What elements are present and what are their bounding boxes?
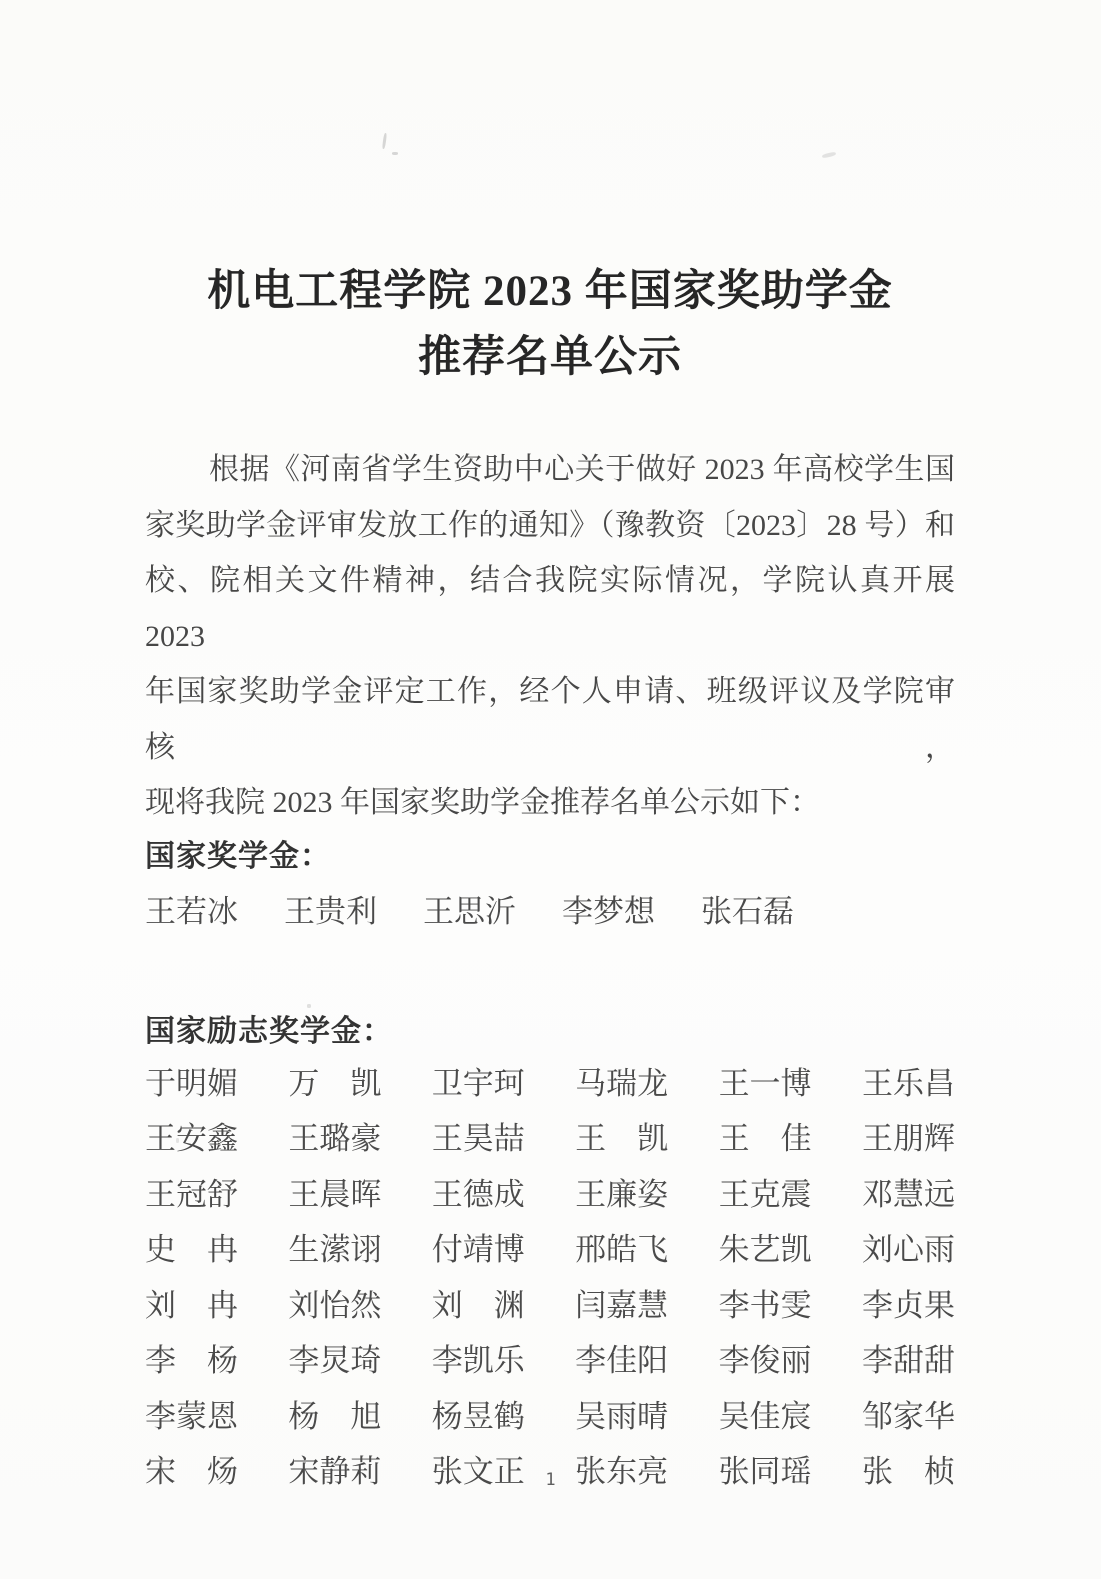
student-name: 王璐豪 xyxy=(288,1121,382,1156)
document-title xyxy=(145,0,955,391)
student-name: 刘心雨 xyxy=(861,1232,955,1267)
student-name: 张文正 xyxy=(431,1454,525,1489)
scan-artifact xyxy=(307,1004,311,1008)
student-name: 李蒙恩 xyxy=(145,1398,238,1434)
student-name: 刘 冉 xyxy=(145,1287,238,1323)
encouragement-scholarship-heading: 国家励志奖学金： xyxy=(145,1014,393,1048)
student-name: 杨 旭 xyxy=(288,1398,382,1434)
student-name: 卫宇珂 xyxy=(431,1065,525,1101)
student-name: 王安鑫 xyxy=(145,1121,238,1156)
paragraph-line: 年国家奖助学金评定工作，经个人申请、班级评议及学院审核， xyxy=(145,675,955,764)
student-name: 马瑞龙 xyxy=(575,1065,669,1101)
student-name: 李凯乐 xyxy=(431,1343,525,1378)
intro-paragraph xyxy=(145,442,955,831)
student-name: 吴佳宸 xyxy=(718,1398,812,1434)
student-name: 王 佳 xyxy=(718,1121,812,1156)
student-name: 史 冉 xyxy=(145,1232,238,1267)
student-name: 杨昱鹤 xyxy=(431,1398,525,1434)
student-name: 张石磊 xyxy=(701,893,794,929)
paragraph-line: 根据《河南省学生资助中心关于做好 2023 年高校学生国 xyxy=(209,453,955,486)
student-name: 王贵利 xyxy=(284,893,377,929)
title-line-2: 推荐名单公示 xyxy=(418,334,682,381)
student-name: 李佳阳 xyxy=(575,1343,669,1378)
scan-artifact xyxy=(176,1138,179,1143)
student-name: 刘 渊 xyxy=(431,1287,525,1323)
student-name: 朱艺凯 xyxy=(718,1232,812,1267)
student-name: 张东亮 xyxy=(575,1454,669,1489)
student-name: 万 凯 xyxy=(288,1065,382,1101)
student-name: 王若冰 xyxy=(145,893,238,929)
student-name: 李书雯 xyxy=(718,1287,812,1323)
student-name: 李俊丽 xyxy=(718,1343,812,1378)
student-name: 吴雨晴 xyxy=(575,1398,669,1434)
student-name: 王克震 xyxy=(718,1176,812,1212)
student-name: 付靖博 xyxy=(431,1232,525,1267)
student-name: 李甜甜 xyxy=(861,1343,955,1378)
paragraph-line: 现将我院 2023 年国家奖助学金推荐名单公示如下： xyxy=(145,786,820,819)
student-name: 李贞果 xyxy=(861,1287,955,1323)
student-name: 王冠舒 xyxy=(145,1176,238,1212)
student-name: 李 杨 xyxy=(145,1343,238,1378)
student-name: 李炅琦 xyxy=(288,1343,382,1378)
student-name: 于明媚 xyxy=(145,1065,238,1101)
student-name: 王朋辉 xyxy=(861,1121,955,1156)
national-scholarship-heading: 国家奖学金： xyxy=(145,839,331,873)
student-name: 王晨晖 xyxy=(288,1176,382,1212)
student-name: 邓慧远 xyxy=(861,1176,955,1212)
national-scholarship-names xyxy=(145,891,955,933)
scan-artifact xyxy=(392,152,398,155)
student-name: 王乐昌 xyxy=(861,1065,955,1101)
student-name: 王一博 xyxy=(718,1065,812,1101)
student-name: 李梦想 xyxy=(562,893,655,929)
student-name: 生潆诩 xyxy=(288,1232,382,1267)
student-name: 王德成 xyxy=(431,1176,525,1212)
page-number: 1 xyxy=(545,1470,556,1490)
student-name: 宋静莉 xyxy=(288,1454,382,1489)
student-name: 张 桢 xyxy=(861,1454,955,1489)
student-name: 邹家华 xyxy=(861,1398,955,1434)
student-name: 闫嘉慧 xyxy=(575,1287,669,1323)
student-name: 王思沂 xyxy=(423,893,516,929)
paragraph-line: 家奖助学金评审发放工作的通知》（豫教资〔2023〕28 号）和 xyxy=(145,508,955,542)
student-name: 张同瑶 xyxy=(718,1454,812,1489)
student-name: 王 凯 xyxy=(575,1121,669,1156)
student-name: 王廉姿 xyxy=(575,1176,669,1212)
encouragement-scholarship-names xyxy=(145,1056,955,1500)
student-name: 王昊喆 xyxy=(431,1121,525,1156)
title-line-1: 机电工程学院 2023 年国家奖助学金 xyxy=(207,268,893,315)
student-name: 邢皓飞 xyxy=(575,1232,669,1267)
paragraph-line: 校、院相关文件精神，结合我院实际情况，学院认真开展 2023 xyxy=(145,564,955,653)
student-name: 宋 炀 xyxy=(145,1454,238,1489)
student-name: 刘怡然 xyxy=(288,1287,382,1323)
